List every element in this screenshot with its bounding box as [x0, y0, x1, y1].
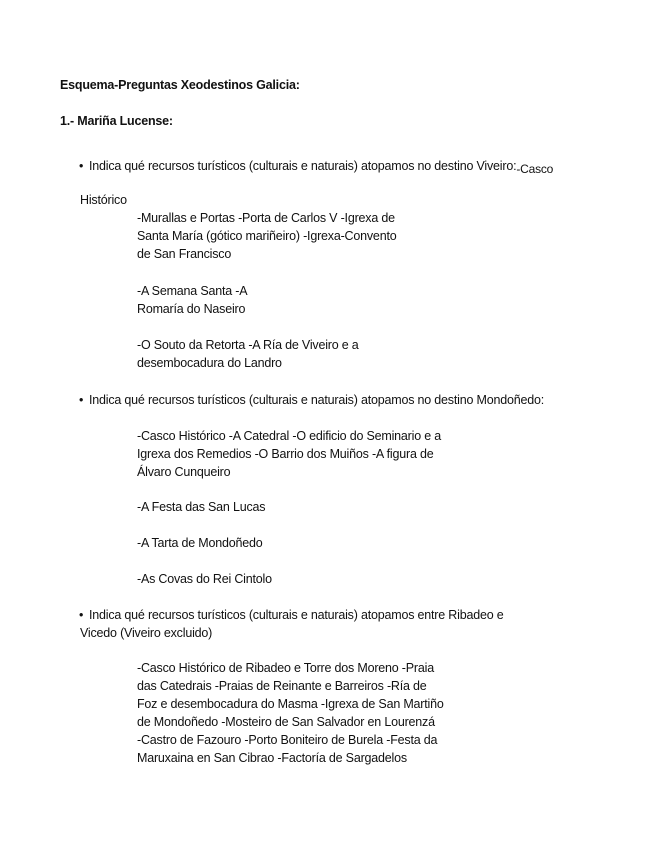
question-2-bullet: •	[79, 393, 84, 407]
answer-block	[137, 498, 265, 516]
answer-line: -O Souto da Retorta -A Ría de Viveiro e a	[137, 338, 359, 352]
question-1-prompt: Indica qué recursos turísticos (culturais e naturais) atopamos no destino Viveiro:	[89, 159, 517, 173]
answer-block	[137, 209, 396, 263]
answer-line: -A Semana Santa -A	[137, 284, 248, 298]
answer-line: de San Francisco	[137, 247, 232, 261]
answer-line: Romaría do Naseiro	[137, 302, 246, 316]
question-3-continuation: Vicedo (Viveiro excluido)	[80, 626, 213, 640]
answer-line: Álvaro Cunqueiro	[137, 465, 231, 479]
question-1-text	[89, 157, 553, 178]
question-2-text: Indica qué recursos turísticos (culturais e naturais) atopamos no destino Mondoñedo:	[89, 393, 544, 407]
answer-line: -Casco Histórico -A Catedral -O edificio do Seminario e a	[137, 429, 442, 443]
question-3-bullet: •	[79, 608, 84, 622]
answer-block	[137, 427, 441, 481]
question-3-text: Indica qué recursos turísticos (culturais e naturais) atopamos entre Ribadeo e	[89, 608, 504, 622]
question-1-bullet: •	[79, 159, 84, 173]
document-title: Esquema-Preguntas Xeodestinos Galicia:	[60, 78, 300, 92]
question-1-tail: -Casco	[516, 162, 554, 176]
answer-line: -Casco Histórico de Ribadeo e Torre dos Moreno -Praia	[137, 661, 434, 675]
answer-block	[137, 534, 263, 552]
answer-line: Igrexa dos Remedios -O Barrio dos Muiños -A figura de	[137, 447, 434, 461]
answer-line: -A Tarta de Mondoñedo	[137, 536, 263, 550]
answer-line: -As Covas do Rei Cintolo	[137, 572, 272, 586]
answer-line: Santa María (gótico mariñeiro) -Igrexa-Convento	[137, 229, 397, 243]
answer-block	[137, 570, 272, 588]
answer-block	[137, 282, 247, 318]
question-1-continuation: Histórico	[80, 193, 127, 207]
answer-block	[137, 336, 359, 372]
section-heading: 1.- Mariña Lucense:	[60, 114, 173, 128]
answer-line: -Castro de Fazouro -Porto Boniteiro de Burela -Festa da	[137, 733, 438, 747]
answer-line: das Catedrais -Praias de Reinante e Barreiros -Ría de	[137, 679, 427, 693]
answer-line: desembocadura do Landro	[137, 356, 282, 370]
answer-line: -A Festa das San Lucas	[137, 500, 266, 514]
answer-line: Maruxaina en San Cibrao -Factoría de Sargadelos	[137, 751, 407, 765]
answer-block	[137, 659, 444, 767]
answer-line: Foz e desembocadura do Masma -Igrexa de San Martiño	[137, 697, 444, 711]
answer-line: de Mondoñedo -Mosteiro de San Salvador en Lourenzá	[137, 715, 435, 729]
answer-line: -Murallas e Portas -Porta de Carlos V -Igrexa de	[137, 211, 395, 225]
